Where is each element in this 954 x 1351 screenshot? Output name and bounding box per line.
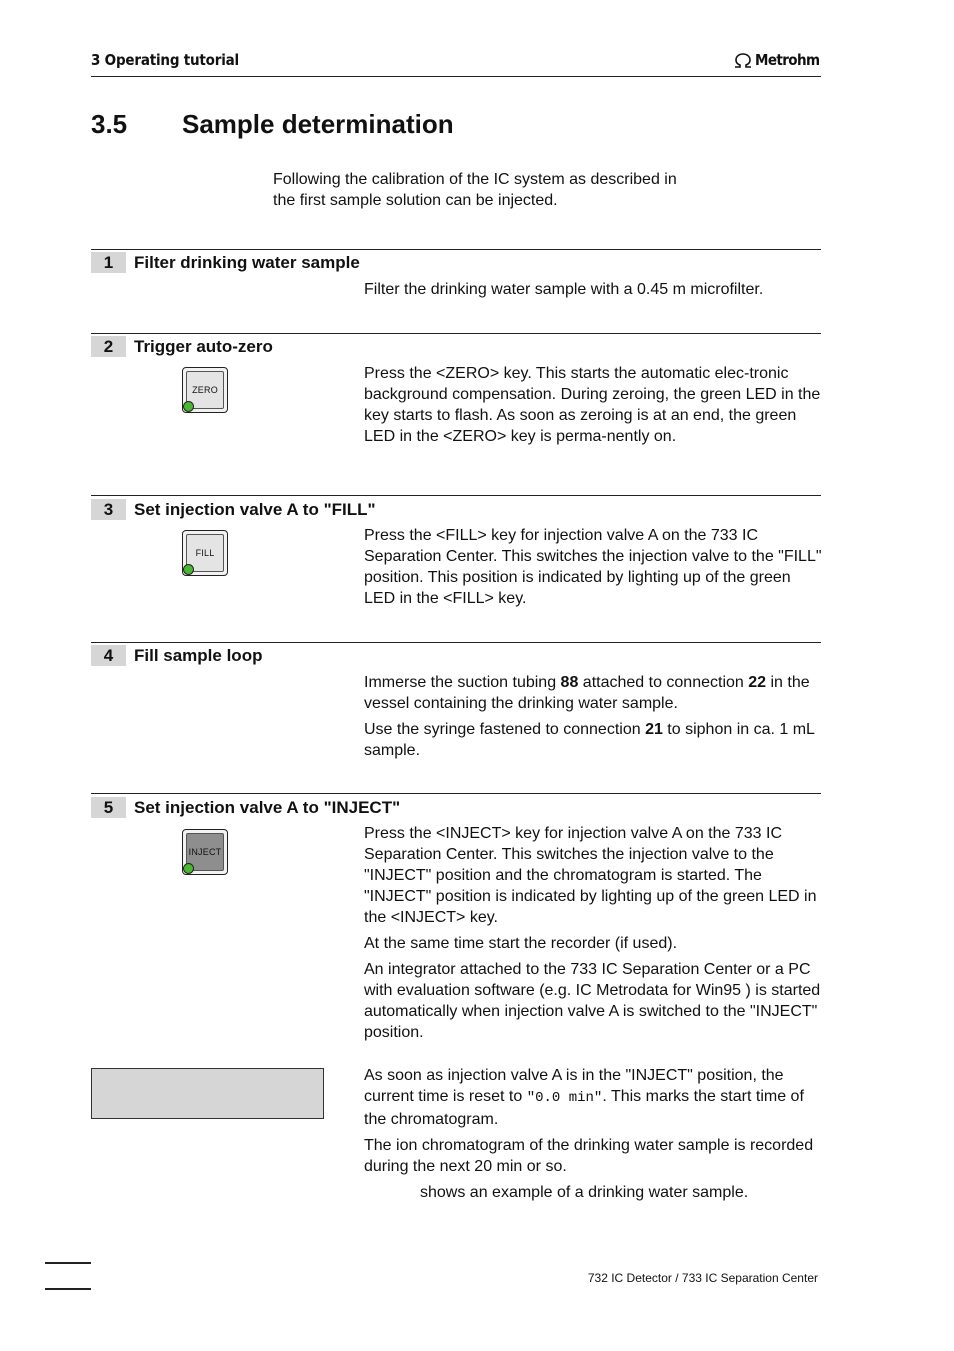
- green-led-icon: [183, 401, 194, 412]
- step-1-text: Filter the drinking water sample with a 0.45 m microfilter.: [364, 281, 764, 298]
- inject-key-icon: [182, 829, 228, 875]
- brand-name: Metrohm: [755, 51, 820, 69]
- step-5-body: [364, 823, 824, 1048]
- step-4-title: Fill sample loop: [134, 646, 263, 665]
- step-5-paragraph-6: shows an example of a drinking water sample.: [420, 1184, 749, 1201]
- green-led-icon: [183, 564, 194, 575]
- step-2-text: Press the <ZERO> key. This starts the automatic elec-tronic background compensation. During zeroing, the green LED in the key starts to flash. As soon as zeroing is at an end, the green LED in the <ZERO> key is perma-nently on.: [364, 365, 821, 445]
- section-intro: [273, 169, 735, 211]
- step-3-number: 3: [91, 499, 126, 520]
- section-number: 3.5: [91, 109, 128, 139]
- step-2-body: [364, 363, 824, 452]
- step-4-body: [364, 672, 824, 766]
- step-3-body: [364, 525, 824, 614]
- step-1-number: 1: [91, 252, 126, 273]
- fill-key-label: FILL: [186, 534, 224, 572]
- step-2-number: 2: [91, 336, 126, 357]
- section-title: Sample determination: [182, 109, 454, 139]
- step-1-body: [364, 279, 824, 305]
- step-5-rule: [91, 793, 821, 794]
- step-5-paragraph-3: An integrator attached to the 733 IC Separation Center or a PC with evaluation software (e.g. IC Metrodata for Win95 ) is started automatically when injection valve A is switched to the "INJECT" position.: [364, 961, 821, 1041]
- zero-key-label: ZERO: [186, 371, 224, 409]
- inject-key-label: INJECT: [186, 833, 224, 871]
- step-5-paragraph-5: The ion chromatogram of the drinking water sample is recorded during the next 20 min or so.: [364, 1137, 814, 1175]
- display-panel: [91, 1068, 324, 1119]
- step-3-rule: [91, 495, 821, 496]
- chapter-header: 3 Operating tutorial: [91, 51, 239, 69]
- tubing-number: 88: [560, 674, 579, 691]
- green-led-icon: [183, 863, 194, 874]
- step-1-rule: [91, 249, 821, 250]
- omega-logo-icon: [733, 52, 753, 68]
- intro-line-2: the first sample solution can be injected.: [273, 192, 558, 209]
- step-5-paragraph-4: As soon as injection valve A is in the "INJECT" position, the current time is reset to "0.0 min". This marks the start time of the chromatogram.: [364, 1067, 804, 1128]
- header-rule: [91, 76, 821, 77]
- step-5-number: 5: [91, 797, 126, 818]
- step-3-text: Press the <FILL> key for injection valve A on the 733 IC Separation Center. This switches the injection valve to the "FILL" position. This position is indicated by lighting up of the green LED in the <FILL> key.: [364, 527, 822, 607]
- step-4-rule: [91, 642, 821, 643]
- step-4-number: 4: [91, 645, 126, 666]
- footer-rule-top: [45, 1262, 91, 1264]
- step-5-title: Set injection valve A to "INJECT": [134, 798, 401, 817]
- step-5-paragraph-2: At the same time start the recorder (if used).: [364, 935, 678, 952]
- brand-logo: [733, 51, 819, 69]
- footer-rule-bottom: [45, 1288, 91, 1290]
- footer-text: 732 IC Detector / 733 IC Separation Center: [587, 1271, 818, 1285]
- step-4-paragraph-2: Use the syringe fastened to connection 21 to siphon in ca. 1 mL sample.: [364, 721, 815, 759]
- intro-line-1: Following the calibration of the IC system as described in: [273, 171, 677, 188]
- connection-number-21: 21: [645, 721, 663, 738]
- fill-key-icon: [182, 530, 228, 576]
- step-2-rule: [91, 333, 821, 334]
- step-1-title: Filter drinking water sample: [134, 253, 360, 272]
- step-5-paragraph-1: Press the <INJECT> key for injection valve A on the 733 IC Separation Center. This switches the injection valve to the "INJECT" position and the chromatogram is started. The "INJECT" position is indicated by lighting up of the green LED in the <INJECT> key.: [364, 825, 817, 926]
- step-5-body-continued: [364, 1065, 824, 1208]
- step-2-title: Trigger auto-zero: [134, 337, 273, 356]
- connection-number-22: 22: [748, 674, 767, 691]
- time-reset-value: "0.0 min": [526, 1090, 603, 1106]
- step-4-paragraph-1: Immerse the suction tubing 88 attached to connection 22 in the vessel containing the drinking water sample.: [364, 674, 810, 712]
- step-3-title: Set injection valve A to "FILL": [134, 500, 376, 519]
- zero-key-icon: [182, 367, 228, 413]
